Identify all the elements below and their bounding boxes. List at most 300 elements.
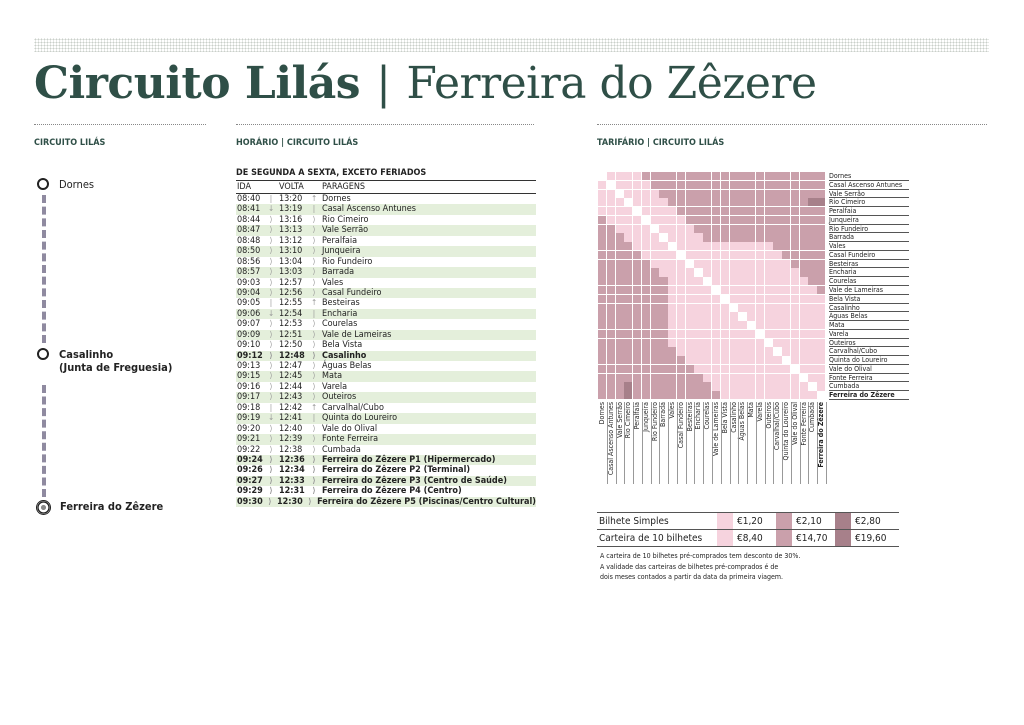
tier2-swatch <box>776 530 792 546</box>
fare-cell <box>782 242 790 250</box>
fare-cell <box>633 181 641 189</box>
fare-cell <box>642 312 650 320</box>
fare-cell <box>782 181 790 189</box>
fare-row-label: Casal Ascenso Antunes <box>829 181 909 190</box>
header-paragens: PARAGENS <box>322 182 366 192</box>
fare-cell <box>808 216 816 224</box>
ida-time: 09:03 <box>237 277 261 288</box>
fare-cell <box>703 295 711 303</box>
fare-cell <box>800 295 808 303</box>
fare-cell <box>791 382 799 390</box>
ida-time: 08:40 <box>237 194 261 204</box>
fare-cell <box>782 190 790 198</box>
fare-cell <box>782 198 790 206</box>
fare-cell <box>791 356 799 364</box>
fare-cell <box>791 181 799 189</box>
fare-cell <box>782 233 790 241</box>
fare-cell <box>642 260 650 268</box>
fare-cell <box>651 339 659 347</box>
fare-cell <box>659 356 667 364</box>
volta-time: 12:41 <box>279 413 303 424</box>
fare-cell <box>808 225 816 233</box>
timetable-row <box>236 340 536 350</box>
fare-cell <box>817 356 825 364</box>
timetable-row <box>236 298 536 308</box>
fare-cell <box>817 216 825 224</box>
fare-cell <box>721 304 729 312</box>
fare-cell <box>712 356 720 364</box>
fare-cell <box>642 339 650 347</box>
fare-cell <box>624 216 632 224</box>
fare-cell <box>651 181 659 189</box>
direction-arrow-icon: ⟩ <box>312 225 316 235</box>
fare-cell <box>659 172 667 180</box>
fare-cell <box>800 233 808 241</box>
decorative-pattern-band <box>34 38 989 52</box>
fare-cell <box>607 216 615 224</box>
fare-cell <box>791 190 799 198</box>
fare-cell <box>738 391 746 399</box>
fare-cell <box>624 207 632 215</box>
fare-cell <box>668 216 676 224</box>
direction-arrow-icon: ⟩ <box>312 434 316 444</box>
ida-time: 09:22 <box>237 444 261 455</box>
fare-cell <box>765 181 773 189</box>
fare-cell <box>624 391 632 399</box>
direction-arrow-icon: ⟩ <box>312 350 316 360</box>
fare-cell <box>703 190 711 198</box>
direction-arrow-icon: ⟩ <box>269 361 273 370</box>
volta-time: 13:13 <box>279 225 303 236</box>
fare-cell <box>668 374 676 382</box>
timetable-row <box>236 330 536 340</box>
divider <box>34 124 206 125</box>
direction-arrow-icon: ⟩ <box>308 496 312 506</box>
fare-cell <box>633 225 641 233</box>
volta-time: 12:50 <box>279 340 303 351</box>
fare-cell <box>800 251 808 259</box>
fare-cell <box>800 277 808 285</box>
fare-cell <box>782 304 790 312</box>
fare-cell <box>730 207 738 215</box>
direction-arrow-icon: | <box>312 308 316 318</box>
fare-cell <box>659 391 667 399</box>
timetable-row <box>236 361 536 371</box>
note: A validade das carteiras de bilhetes pré-comprados é de <box>600 562 779 571</box>
fare-cell <box>791 207 799 215</box>
fare-column-label: Águas Belas <box>738 402 747 441</box>
direction-arrow-icon: ⟩ <box>269 371 273 381</box>
fare-cell <box>624 172 632 180</box>
fare-cell <box>721 181 729 189</box>
fare-cell <box>703 391 711 399</box>
volta-time: 12:31 <box>279 486 305 497</box>
section-title-route: CIRCUITO LILÁS <box>34 138 106 148</box>
volta-time: 12:47 <box>279 361 303 371</box>
fare-cell <box>721 207 729 215</box>
timetable-row <box>236 413 536 423</box>
fare-cell <box>642 225 650 233</box>
fare-cell <box>607 207 615 215</box>
volta-time: 12:38 <box>279 444 303 455</box>
direction-arrow-icon: | <box>269 194 273 203</box>
fare-cell <box>607 347 615 355</box>
fare-cell <box>808 198 816 206</box>
fare-cell <box>747 225 755 233</box>
fare-row-label: Vales <box>829 242 909 251</box>
fare-cell <box>642 233 650 241</box>
volta-time: 13:03 <box>279 267 303 278</box>
fare-cell <box>668 382 676 390</box>
fare-cell <box>765 233 773 241</box>
fare-cell <box>703 321 711 329</box>
timetable-row <box>236 455 536 465</box>
fare-cell <box>633 277 641 285</box>
direction-arrow-icon: ⟩ <box>269 486 273 496</box>
fare-cell <box>791 374 799 382</box>
terminus-circle-icon <box>36 500 51 515</box>
fare-cell <box>677 365 685 373</box>
fare-cell <box>756 312 764 320</box>
fare-cell <box>747 190 755 198</box>
fare-cell <box>791 216 799 224</box>
fare-cell <box>668 365 676 373</box>
fare-cell <box>668 251 676 259</box>
fare-cell <box>616 356 624 364</box>
fare-cell <box>782 374 790 382</box>
fare-cell <box>730 295 738 303</box>
fare-cell <box>730 365 738 373</box>
volta-time: 12:42 <box>279 402 303 413</box>
fare-cell <box>651 277 659 285</box>
fare-cell <box>694 391 702 399</box>
fare-column-label: Outeiros <box>764 402 773 429</box>
fare-cell <box>817 207 825 215</box>
fare-cell <box>694 356 702 364</box>
fare-cell <box>633 365 641 373</box>
stop-name: Casalinho <box>322 350 367 361</box>
fare-column-label: Carvalhal/Cubo <box>773 402 782 451</box>
fare-cell <box>642 286 650 294</box>
fare-cell <box>598 198 606 206</box>
fare-cell <box>651 374 659 382</box>
fare-cell <box>598 304 606 312</box>
fare-cell <box>677 304 685 312</box>
fare-cell <box>773 251 781 259</box>
fare-cell <box>651 198 659 206</box>
direction-arrow-icon: | <box>312 413 316 423</box>
stop-name: Vale Serrão <box>322 225 369 236</box>
fare-cell <box>738 251 746 259</box>
fare-cell <box>686 225 694 233</box>
volta-time: 12:33 <box>279 475 305 486</box>
fare-cell <box>616 304 624 312</box>
direction-arrow-icon: ⟩ <box>269 256 273 266</box>
fare-cell <box>598 330 606 338</box>
fare-cell <box>598 295 606 303</box>
timetable <box>236 168 536 507</box>
fare-cell <box>773 391 781 399</box>
fare-cell <box>765 347 773 355</box>
fare-cell <box>791 198 799 206</box>
fare-cell <box>747 330 755 338</box>
volta-time: 12:30 <box>277 496 303 507</box>
fare-cell <box>659 304 667 312</box>
fare-cell <box>686 277 694 285</box>
ida-time: 09:26 <box>237 465 263 476</box>
fare-cell <box>668 172 676 180</box>
fare-cell <box>756 382 764 390</box>
fare-cell <box>747 304 755 312</box>
fare-cell <box>598 268 606 276</box>
fare-cell <box>730 172 738 180</box>
route-stop-casalinho <box>37 348 172 374</box>
direction-arrow-icon: ⟩ <box>312 235 316 245</box>
fare-cell <box>817 347 825 355</box>
fare-cell <box>659 312 667 320</box>
ida-time: 09:04 <box>237 287 261 298</box>
direction-arrow-icon: ⟩ <box>312 214 316 224</box>
volta-time: 12:53 <box>279 319 303 330</box>
fare-cell <box>703 181 711 189</box>
fare-cell <box>598 242 606 250</box>
direction-arrow-icon: ⟩ <box>312 371 316 381</box>
fare-cell <box>721 339 729 347</box>
fare-cell <box>773 225 781 233</box>
fare-cell <box>607 198 615 206</box>
direction-arrow-icon: ⟩ <box>269 277 273 287</box>
stop-name-sub: (Junta de Freguesia) <box>59 361 173 374</box>
direction-arrow-icon: ⟩ <box>269 214 273 224</box>
direction-arrow-icon: ↓ <box>267 204 275 214</box>
fare-cell <box>817 304 825 312</box>
fare-cell <box>686 374 694 382</box>
fare-cell <box>817 172 825 180</box>
fare-cell <box>686 190 694 198</box>
fare-cell <box>624 268 632 276</box>
fare-column-label: Ferreira do Zêzere <box>817 402 826 468</box>
stop-name: Junqueira <box>322 246 361 257</box>
fare-cell <box>791 260 799 268</box>
fare-cell <box>633 356 641 364</box>
fare-cell <box>651 286 659 294</box>
fare-cell <box>738 295 746 303</box>
fare-row-label: Besteiras <box>829 260 909 269</box>
fare-price: €1,20 <box>737 516 763 527</box>
fare-cell <box>616 198 624 206</box>
fare-cell <box>765 225 773 233</box>
fare-cell <box>782 365 790 373</box>
fare-cell <box>616 330 624 338</box>
fare-cell <box>800 172 808 180</box>
fare-cell <box>659 277 667 285</box>
fare-cell <box>765 251 773 259</box>
fare-cell <box>624 260 632 268</box>
fare-cell <box>624 225 632 233</box>
fare-column-label: Besteiras <box>685 402 694 432</box>
fare-cell <box>659 207 667 215</box>
fare-cell <box>703 268 711 276</box>
fare-cell <box>765 365 773 373</box>
fare-cell <box>773 260 781 268</box>
fare-cell <box>730 233 738 241</box>
fare-cell <box>686 198 694 206</box>
volta-time: 12:56 <box>279 287 303 298</box>
direction-arrow-icon: ⟩ <box>312 256 316 266</box>
ida-time: 09:06 <box>237 308 261 319</box>
stop-name: Rio Fundeiro <box>322 256 373 267</box>
fare-cell <box>773 382 781 390</box>
fare-cell <box>694 286 702 294</box>
fare-row-label: Rio Cimeiro <box>829 198 909 207</box>
fare-cell <box>800 225 808 233</box>
fare-cell <box>677 347 685 355</box>
fare-cell <box>712 374 720 382</box>
fare-cell <box>765 216 773 224</box>
timetable-row <box>236 278 536 288</box>
fare-cell <box>808 242 816 250</box>
fare-cell <box>677 330 685 338</box>
fare-cell <box>668 268 676 276</box>
direction-arrow-icon: ⟩ <box>312 392 316 402</box>
fare-cell <box>633 190 641 198</box>
fare-cell <box>633 339 641 347</box>
fare-cell <box>642 321 650 329</box>
fare-cell <box>817 260 825 268</box>
timetable-row <box>236 403 536 413</box>
stop-name: Barrada <box>322 267 355 278</box>
fare-cell <box>694 233 702 241</box>
fare-cell <box>659 382 667 390</box>
fare-cell <box>747 295 755 303</box>
fare-cell <box>773 286 781 294</box>
fare-cell <box>677 233 685 241</box>
fare-cell <box>791 321 799 329</box>
fare-cell <box>686 242 694 250</box>
fare-cell <box>616 374 624 382</box>
fare-column-label: Barrada <box>659 402 668 427</box>
fare-cell <box>756 277 764 285</box>
fare-cell <box>791 277 799 285</box>
fare-cell <box>668 391 676 399</box>
direction-arrow-icon: ⟩ <box>312 486 316 496</box>
fare-cell <box>800 312 808 320</box>
fare-cell <box>703 198 711 206</box>
fare-cell <box>747 268 755 276</box>
timetable-row <box>236 445 536 455</box>
title-separator: | <box>376 58 391 109</box>
fare-cell <box>624 321 632 329</box>
fare-column-label: Courelas <box>703 402 712 430</box>
fare-cell <box>694 198 702 206</box>
fare-price: €14,70 <box>796 533 828 544</box>
fare-cell <box>800 356 808 364</box>
direction-arrow-icon: ⟩ <box>269 444 273 454</box>
stop-name: Casal Ascenso Antunes <box>322 204 416 215</box>
direction-arrow-icon: ⟩ <box>312 423 316 433</box>
fare-cell <box>677 268 685 276</box>
page-title <box>34 58 817 109</box>
fare-cell <box>642 172 650 180</box>
stop-name: Courelas <box>322 319 358 330</box>
fare-cell <box>659 268 667 276</box>
timetable-row <box>236 382 536 392</box>
direction-arrow-icon: ↑ <box>310 402 318 412</box>
timetable-row <box>236 309 536 319</box>
fare-cell <box>730 382 738 390</box>
fare-cell <box>817 181 825 189</box>
fare-cell <box>633 295 641 303</box>
fare-cell <box>765 330 773 338</box>
fare-cell <box>747 347 755 355</box>
fare-cell <box>791 172 799 180</box>
fare-cell <box>607 391 615 399</box>
route-line <box>42 195 46 343</box>
fare-cell <box>624 339 632 347</box>
fare-cell <box>624 190 632 198</box>
fare-cell <box>598 374 606 382</box>
fare-cell <box>677 242 685 250</box>
fare-cell <box>721 356 729 364</box>
direction-arrow-icon: ⟩ <box>312 475 316 485</box>
fare-cell <box>624 304 632 312</box>
fare-cell <box>800 391 808 399</box>
volta-time: 12:39 <box>279 434 303 445</box>
fare-cell <box>659 321 667 329</box>
fare-cell <box>747 260 755 268</box>
fare-cell <box>730 251 738 259</box>
stop-name: Ferreira do Zêzere P3 (Centro de Saúde) <box>322 475 507 486</box>
ida-time: 08:48 <box>237 235 261 246</box>
stop-name-main: Casalinho <box>59 348 114 361</box>
fare-cell <box>738 242 746 250</box>
fare-cell <box>668 339 676 347</box>
fare-cell <box>808 321 816 329</box>
stop-name: Vale de Lameiras <box>322 329 392 340</box>
fare-cell <box>730 312 738 320</box>
fare-cell <box>712 216 720 224</box>
timetable-row <box>236 204 536 214</box>
fare-cell <box>747 356 755 364</box>
fare-cell <box>694 260 702 268</box>
fare-cell <box>817 339 825 347</box>
fare-cell <box>703 233 711 241</box>
fare-cell <box>677 190 685 198</box>
fare-cell <box>607 242 615 250</box>
fare-cell <box>677 225 685 233</box>
fare-cell <box>721 347 729 355</box>
timetable-row <box>236 319 536 329</box>
fare-cell <box>747 172 755 180</box>
fare-cell <box>721 277 729 285</box>
fare-cell <box>607 251 615 259</box>
fare-cell <box>624 233 632 241</box>
direction-arrow-icon: ⟩ <box>312 340 316 350</box>
timetable-row <box>236 497 536 507</box>
fare-cell <box>747 242 755 250</box>
fare-cell <box>738 198 746 206</box>
fare-cell <box>694 339 702 347</box>
fare-row-label: Quinta do Loureiro <box>829 356 909 365</box>
fare-cell <box>730 391 738 399</box>
ida-time: 09:19 <box>237 413 261 424</box>
fare-cell <box>633 382 641 390</box>
divider <box>597 124 987 125</box>
fare-cell <box>616 172 624 180</box>
fare-price: €2,10 <box>796 516 822 527</box>
fare-cell <box>642 207 650 215</box>
fare-cell <box>607 172 615 180</box>
